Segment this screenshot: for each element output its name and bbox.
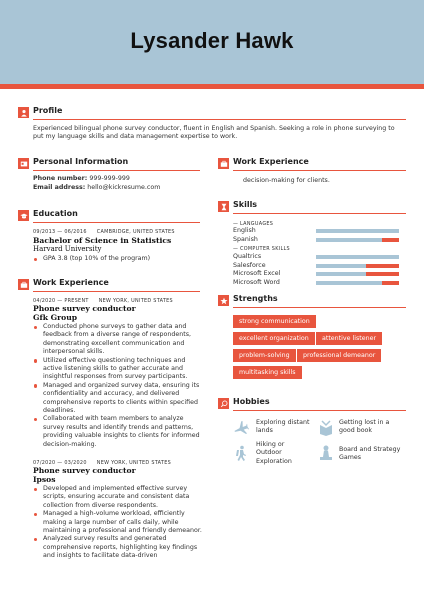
education-title: Education [33, 209, 78, 218]
education-bullets [33, 255, 203, 263]
list-item: Collaborated with team members to analyze survey results and identify trends and patterns, providing valuable insights to clients for informed decision-making. [33, 415, 203, 449]
profile-section-header [18, 106, 406, 122]
candidate-name: Lysander Hawk [130, 28, 294, 53]
skill-bar [316, 229, 399, 233]
header-rule [0, 84, 424, 89]
strengths-title: Strengths [233, 294, 278, 303]
section-divider [233, 170, 406, 171]
phone-row [33, 175, 203, 183]
skill-name: Spanish [233, 236, 258, 243]
skill-name: Microsoft Excel [233, 270, 281, 277]
skill-bar [316, 272, 399, 276]
board-game-icon [318, 445, 334, 461]
hobbies-section-header [218, 397, 406, 413]
personal-section-header [18, 157, 200, 173]
skill-bar [316, 264, 399, 268]
strength-tag: attentive listener [316, 332, 382, 345]
briefcase-icon [18, 279, 29, 290]
list-item: Managed and organized survey data, ensuring its confidentiality and accuracy, and delivered comprehensive reports to clients within specified deadlines. [33, 382, 203, 416]
profile-text: Experienced bilingual phone survey conductor, fluent in English and Spanish. Seeking a role in phone surveying to put my language skills and data management expertise to work. [33, 125, 395, 141]
skill-bar [316, 255, 399, 259]
job-position: Phone survey conductor [33, 466, 136, 475]
skill-fill [366, 272, 399, 276]
star-icon [218, 295, 229, 306]
skill-name: Qualtrics [233, 253, 262, 260]
section-divider [33, 222, 200, 223]
tennis-racket-icon [218, 398, 229, 409]
skill-name: English [233, 227, 256, 234]
skills-section-header [218, 200, 406, 216]
section-divider [33, 291, 200, 292]
education-degree: Bachelor of Science in Statistics [33, 236, 172, 245]
education-dates: 09/2013 — 06/2016 [33, 229, 87, 235]
email-row [33, 184, 203, 192]
job-location: NEW YORK, UNITED STATES [96, 460, 171, 466]
skill-bar [316, 238, 399, 242]
section-divider [233, 410, 406, 411]
computer-label: — COMPUTER SKILLS [233, 246, 290, 252]
email-label: Email address: [33, 184, 86, 191]
personal-title: Personal Information [33, 157, 129, 166]
strength-tag: excellent organization [233, 332, 315, 345]
list-item: Utilized effective questioning techniques and active listening skills to gather accurate and insightful responses from survey participants. [33, 357, 203, 382]
section-divider [233, 213, 406, 214]
list-item: Conducted phone surveys to gather data and feedback from a diverse range of respondents, demonstrating excellent communication and interpersonal skills. [33, 323, 203, 357]
job-company: Ipsos [33, 475, 56, 484]
education-location: CAMBRIDGE, UNITED STATES [96, 229, 175, 235]
phone-value: 999-999-999 [89, 175, 130, 182]
hiking-icon [233, 445, 249, 461]
hobby-label: Getting lost in a good book [339, 419, 390, 435]
strength-tag: problem-solving [233, 349, 296, 362]
skill-fill [382, 238, 399, 242]
job-bullets [33, 323, 203, 449]
languages-label: — LANGUAGES [233, 221, 274, 227]
hobbies-title: Hobbies [233, 397, 270, 406]
job-dates: 04/2020 — PRESENT [33, 298, 89, 304]
id-card-icon [18, 158, 29, 169]
hobby-label: Board and Strategy Games [339, 446, 401, 462]
strength-tag: strong communication [233, 315, 316, 328]
briefcase-icon [218, 158, 229, 169]
work-cont-text: decision-making for clients. [243, 177, 330, 184]
graduation-cap-icon [18, 210, 29, 221]
section-divider [33, 170, 200, 171]
skill-fill [366, 264, 399, 268]
hourglass-icon [218, 201, 229, 212]
skills-title: Skills [233, 200, 258, 209]
work-cont-title: Work Experience [233, 157, 309, 166]
skill-fill [382, 281, 399, 285]
strength-tag: professional demeanor [297, 349, 381, 362]
book-icon [318, 420, 334, 436]
job-position: Phone survey conductor [33, 304, 136, 313]
work-section-header [18, 278, 200, 294]
section-divider [33, 119, 406, 120]
job-bullets [33, 485, 203, 561]
strength-tag: multitasking skills [233, 366, 302, 379]
job-location: NEW YORK, UNITED STATES [98, 298, 173, 304]
airplane-icon [233, 420, 249, 436]
hobby-label: Hiking or Outdoor Exploration [256, 441, 292, 465]
list-item: GPA 3.8 (top 10% of the program) [33, 255, 203, 263]
section-divider [233, 307, 406, 308]
job-company: Gfk Group [33, 313, 78, 322]
hobby-label: Exploring distant lands [256, 419, 310, 435]
strengths-section-header [218, 294, 406, 310]
email-value[interactable]: hello@kickresume.com [87, 184, 161, 191]
person-icon [18, 107, 29, 118]
skill-name: Microsoft Word [233, 279, 280, 286]
skill-bar [316, 281, 399, 285]
education-school: Harvard University [33, 245, 102, 253]
work-title: Work Experience [33, 278, 109, 287]
education-section-header [18, 209, 200, 225]
work-cont-section-header [218, 157, 406, 173]
job-dates: 07/2020 — 03/2020 [33, 460, 87, 466]
list-item: Developed and implemented effective survey scripts, ensuring accurate and consistent data collection from diverse respondents. [33, 485, 203, 510]
list-item: Analyzed survey results and generated comprehensive reports, highlighting key findings and insights to facilitate data-driven [33, 535, 203, 560]
phone-label: Phone number: [33, 175, 88, 182]
list-item: Managed a high-volume workload, efficiently making a large number of calls daily, while maintaining a professional and friendly demeanor. [33, 510, 203, 535]
skill-name: Salesforce [233, 262, 266, 269]
profile-title: Profile [33, 106, 63, 115]
